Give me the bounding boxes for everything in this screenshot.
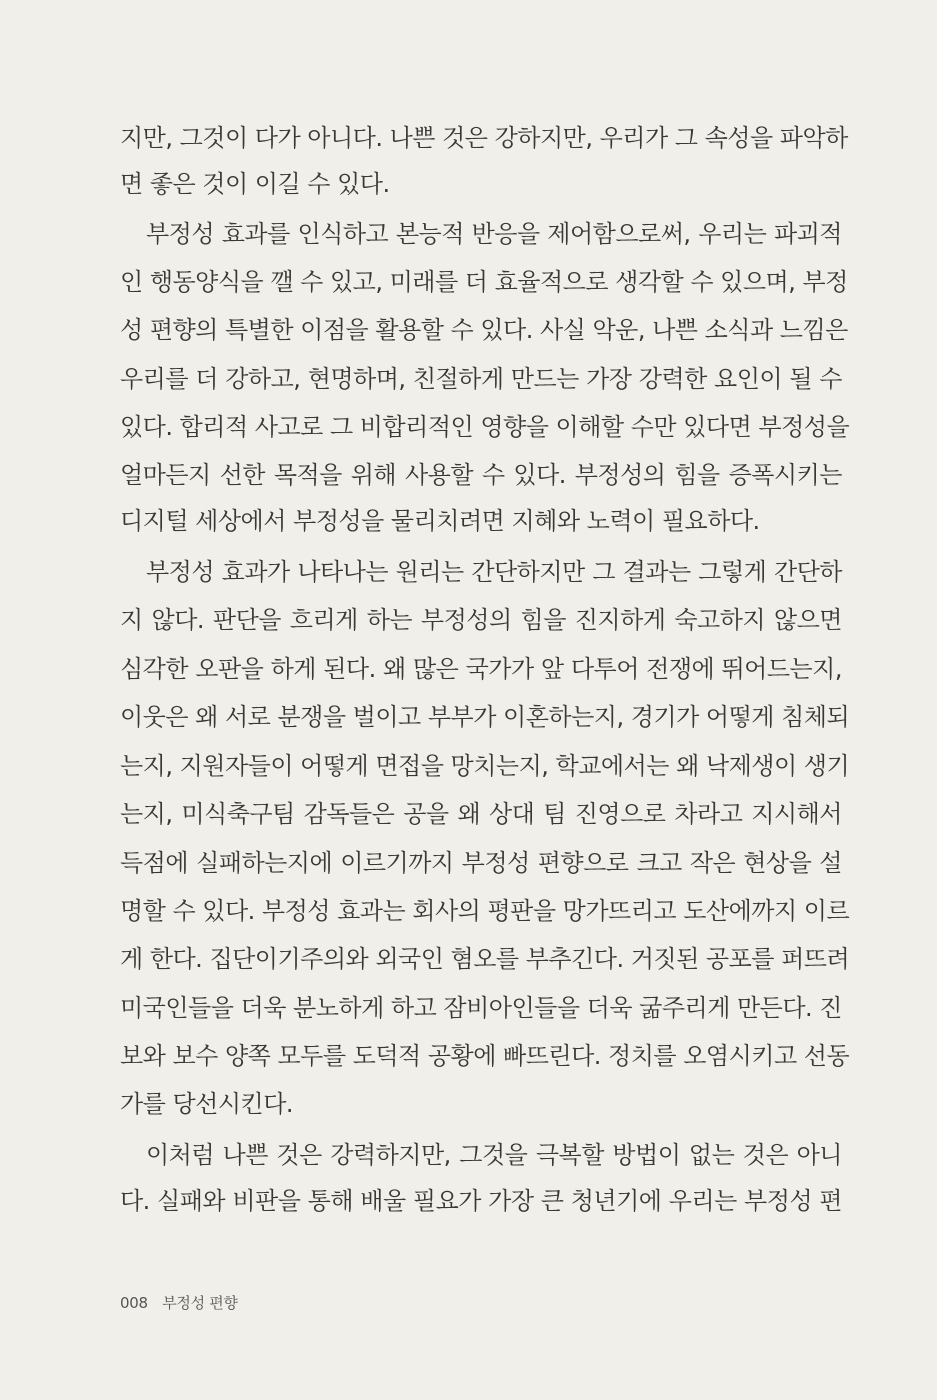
running-title: 부정성 편향 — [162, 1294, 238, 1312]
text-line: 다. 실패와 비판을 통해 배울 필요가 가장 큰 청년기에 우리는 부정성 편 — [120, 1187, 842, 1215]
text-line: 는지, 지원자들이 어떻게 면접을 망치는지, 학교에서는 왜 낙제생이 생기 — [120, 752, 850, 780]
text-line: 부정성 효과를 인식하고 본능적 반응을 제어함으로써, 우리는 파괴적 — [146, 220, 842, 248]
text-line: 부정성 효과가 나타나는 원리는 간단하지만 그 결과는 그렇게 간단하 — [146, 558, 842, 586]
text-line: 는지, 미식축구팀 감독들은 공을 왜 상대 팀 진영으로 차라고 지시해서 — [120, 800, 842, 828]
text-line: 미국인들을 더욱 분노하게 하고 잠비아인들을 더욱 굶주리게 만든다. 진 — [120, 994, 842, 1022]
text-line: 있다. 합리적 사고로 그 비합리적인 영향을 이해할 수만 있다면 부정성을 — [120, 413, 850, 441]
text-line: 이웃은 왜 서로 분쟁을 벌이고 부부가 이혼하는지, 경기가 어떻게 침체되 — [120, 703, 850, 731]
text-line: 게 한다. 집단이기주의와 외국인 혐오를 부추긴다. 거짓된 공포를 퍼뜨려 — [120, 945, 850, 973]
text-line: 가를 당선시킨다. — [120, 1090, 294, 1118]
page-number: 008 — [120, 1294, 148, 1312]
text-line: 우리를 더 강하고, 현명하며, 친절하게 만드는 가장 강력한 요인이 될 수 — [120, 365, 842, 393]
text-line: 성 편향의 특별한 이점을 활용할 수 있다. 사실 악운, 나쁜 소식과 느낌은 — [120, 316, 848, 344]
text-line: 인 행동양식을 깰 수 있고, 미래를 더 효율적으로 생각할 수 있으며, 부정 — [120, 268, 848, 296]
text-line: 지 않다. 판단을 흐리게 하는 부정성의 힘을 진지하게 숙고하지 않으면 — [120, 606, 842, 634]
text-line: 명할 수 있다. 부정성 효과는 회사의 평판을 망가뜨리고 도산에까지 이르 — [120, 897, 850, 925]
text-line: 얼마든지 선한 목적을 위해 사용할 수 있다. 부정성의 힘을 증폭시키는 — [120, 461, 842, 489]
text-line: 지만, 그것이 다가 아니다. 나쁜 것은 강하지만, 우리가 그 속성을 파악하 — [120, 124, 848, 152]
text-line: 면 좋은 것이 이길 수 있다. — [120, 170, 390, 198]
text-line: 이처럼 나쁜 것은 강력하지만, 그것을 극복할 방법이 없는 것은 아니 — [146, 1141, 842, 1169]
page-footer — [120, 1292, 248, 1313]
text-line: 심각한 오판을 하게 된다. 왜 많은 국가가 앞 다투어 전쟁에 뛰어드는지, — [120, 655, 842, 683]
text-line: 디지털 세상에서 부정성을 물리치려면 지혜와 노력이 필요하다. — [120, 507, 760, 535]
text-line: 득점에 실패하는지에 이르기까지 부정성 편향으로 크고 작은 현상을 설 — [120, 849, 842, 877]
text-line: 보와 보수 양쪽 모두를 도덕적 공황에 빠뜨린다. 정치를 오염시키고 선동 — [120, 1042, 850, 1070]
